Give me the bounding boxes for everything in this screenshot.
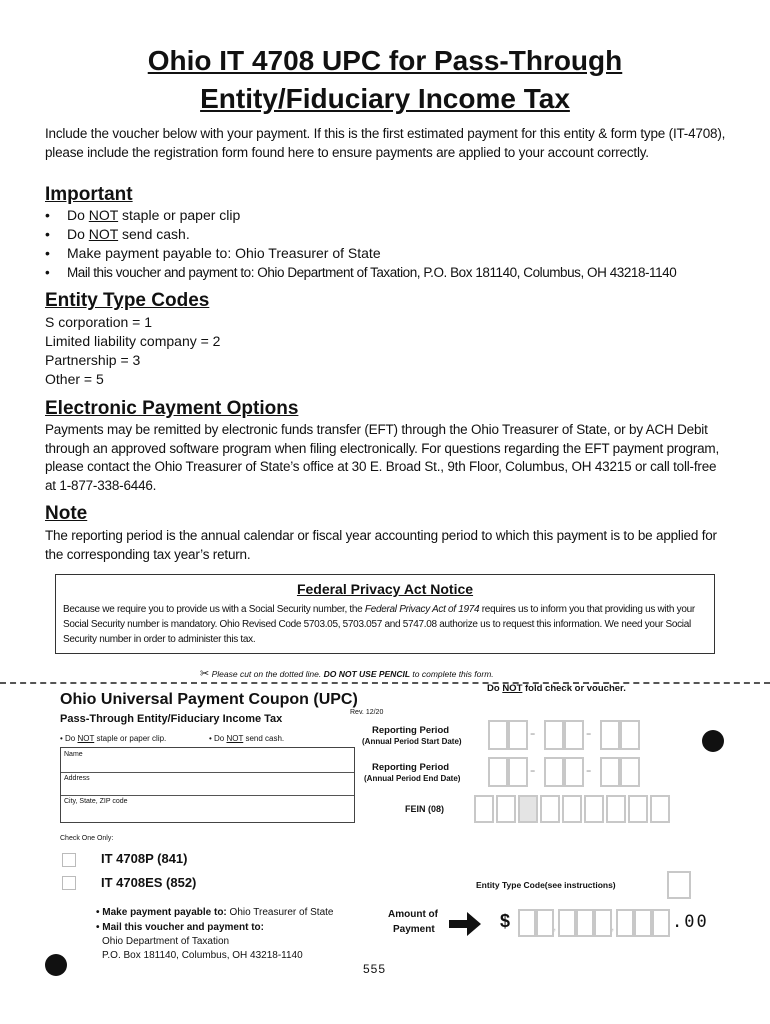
important-heading: Important (45, 184, 133, 205)
privacy-title: Federal Privacy Act Notice (296, 581, 474, 597)
check-one-label: Check One Only: (60, 835, 114, 842)
mail-address-line2: P.O. Box 181140, Columbus, OH 43218-1140 (102, 950, 303, 961)
arrow-right-icon (449, 912, 481, 936)
fold-instruction: Do NOT fold check or voucher. (487, 683, 626, 694)
cents-value: .00 (672, 912, 709, 932)
payable-instruction: • Make payment payable to: Ohio Treasurer of State (96, 907, 334, 918)
list-item: • Make payment payable to: Ohio Treasurer of State (45, 245, 381, 261)
mail-address-line1: Ohio Department of Taxation (102, 936, 230, 947)
no-cash-note: • Do NOT send cash. (209, 734, 285, 743)
coupon-subtitle: Pass-Through Entity/Fiduciary Income Tax (60, 713, 283, 725)
privacy-notice-box (55, 574, 715, 654)
list-item: • Do NOT staple or paper clip (45, 207, 241, 223)
option2-label: IT 4708ES (852) (101, 875, 197, 890)
scissors-icon: ✂ (200, 668, 210, 680)
list-item: Limited liability company = 2 (45, 333, 221, 349)
important-list (45, 206, 745, 282)
note-text: The reporting period is the annual calendar or fiscal year accounting period to which this payment is to be applied for the corresponding tax year’s return. (45, 528, 717, 562)
city-label: City, State, ZIP code (64, 798, 128, 805)
registration-mark (702, 730, 724, 752)
form-code: 555 (363, 962, 387, 976)
mail-instruction: • Mail this voucher and payment to: (96, 922, 264, 933)
option1-checkbox[interactable] (62, 853, 76, 867)
entity-codes-heading: Entity Type Codes (45, 290, 210, 311)
electronic-text: Payments may be remitted by electronic funds transfer (EFT) through the Ohio Treasurer of State, or by ACH Debit through an approved software program when filing electronically. For questions regarding the EFT payment program, please contact the Ohio Treasurer of State’s office at 30 E. Broad St., 9th Floor, Columbus, OH 43215 or call toll-free at 1-877-338-6446. (45, 422, 720, 493)
list-item: • Do NOT send cash. (45, 226, 190, 242)
entity-codes-list (45, 313, 220, 389)
electronic-heading: Electronic Payment Options (45, 398, 299, 419)
page-title-line2: Entity/Fiduciary Income Tax (200, 83, 570, 114)
period-end-input[interactable]: - - (488, 757, 653, 789)
address-box (60, 747, 355, 823)
note-heading: Note (45, 503, 88, 524)
intro-text: Include the voucher below with your payment. If this is the first estimated payment for this entity & form type (IT-4708), please include the registration form found here to ensure payments are applied to your account correctly. (45, 126, 726, 160)
list-item: Other = 5 (45, 371, 104, 387)
period-end-label: Reporting Period (372, 762, 450, 773)
cut-instruction: ✂ Please cut on the dotted line. DO NOT USE PENCIL to complete this form. (200, 668, 494, 680)
name-label: Name (64, 751, 83, 758)
amount-label: Amount of (388, 909, 438, 920)
coupon-title: Ohio Universal Payment Coupon (UPC) (60, 691, 358, 708)
period-end-sub: (Annual Period End Date) (364, 774, 461, 783)
fein-label: FEIN (08) (405, 804, 445, 814)
list-item: S corporation = 1 (45, 314, 153, 330)
dollar-sign: $ (500, 911, 511, 931)
period-start-label: Reporting Period (372, 725, 450, 736)
list-item: • Mail this voucher and payment to: Ohio Department of Taxation, P.O. Box 181140, Columbus, OH 43218-1140 (45, 265, 677, 280)
entity-type-label: Entity Type Code(see instructions) (476, 880, 616, 890)
period-start-sub: (Annual Period Start Date) (362, 737, 462, 746)
entity-type-input[interactable] (667, 871, 691, 899)
amount-input[interactable]: , , (518, 909, 678, 939)
amount-label-2: Payment (393, 924, 435, 935)
fein-input[interactable] (474, 795, 684, 825)
period-start-input[interactable]: - - (488, 720, 653, 752)
list-item: Partnership = 3 (45, 352, 141, 368)
option1-label: IT 4708P (841) (101, 851, 188, 866)
cut-line (0, 682, 770, 684)
no-staple-note: • Do NOT staple or paper clip. (60, 734, 167, 743)
option2-checkbox[interactable] (62, 876, 76, 890)
address-label: Address (64, 775, 90, 782)
revision-date: Rev. 12/20 (350, 709, 384, 716)
privacy-text: Because we require you to provide us with a Social Security number, the Federal Privacy Act of 1974 requires us to inform you that providing us with your Social Security number is mandatory. Ohio Revised Code 5703.05, 5703.057 and 5747.08 authorize us to request this information. We need your Social Security number in order to administer this tax. (63, 604, 695, 645)
registration-mark-bottom (45, 954, 67, 976)
page-title: Ohio IT 4708 UPC for Pass-Through (147, 45, 623, 76)
